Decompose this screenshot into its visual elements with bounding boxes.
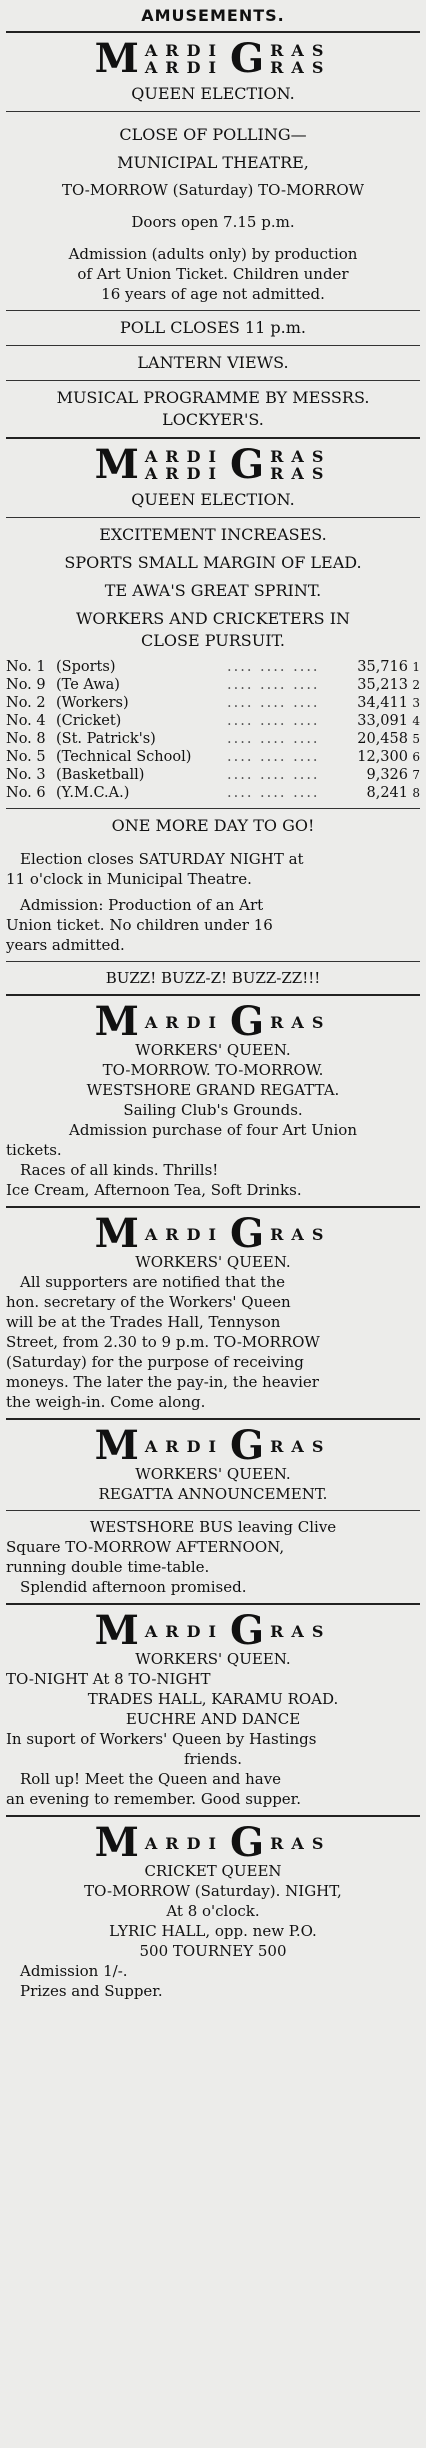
leader-dots: .... .... ....: [227, 713, 320, 729]
leader-dots: .... .... ....: [227, 659, 320, 675]
vote-table: [6, 658, 420, 802]
candidate-number: No. 3: [6, 767, 46, 783]
vote-row: [6, 676, 420, 694]
text-line: Splendid afternoon promised.: [20, 1578, 247, 1596]
headline: TO-MORROW. TO-MORROW.: [102, 1061, 324, 1079]
ad-subtitle: CRICKET QUEEN: [144, 1862, 282, 1880]
vote-row: [6, 730, 420, 748]
ad-workers-weigh-in: [6, 1210, 420, 1412]
vote-row: [6, 712, 420, 730]
headline: TE AWA'S GREAT SPRINT.: [104, 581, 322, 600]
text-line: Election closes SATURDAY NIGHT at: [20, 850, 304, 868]
candidate-name: (Te Awa): [56, 677, 120, 693]
vote-count: 8,241: [366, 785, 408, 801]
section-heading: AMUSEMENTS.: [141, 6, 285, 25]
leader-dots: .... .... ....: [227, 731, 320, 747]
headline: MUSICAL PROGRAMME BY MESSRS.: [56, 388, 370, 407]
candidate-number: No. 2: [6, 695, 46, 711]
vote-count: 33,091: [357, 713, 408, 729]
text-line: (Saturday) for the purpose of receiving: [6, 1353, 304, 1371]
mardi-gras-title: M ARDI G RAS: [94, 1210, 332, 1257]
ad-subtitle: WORKERS' QUEEN.: [135, 1253, 291, 1271]
text-line: 500 TOURNEY 500: [139, 1942, 287, 1960]
divider: [6, 994, 420, 996]
rank-number: 2: [412, 678, 420, 692]
text-line: Sailing Club's Grounds.: [123, 1101, 303, 1119]
ad-westshore-regatta: [6, 998, 420, 1200]
mardi-gras-title: M ARDI ARDI G RAS RAS: [94, 35, 332, 82]
leader-dots: .... .... ....: [227, 695, 320, 711]
ad-subtitle: QUEEN ELECTION.: [131, 490, 295, 509]
text-line: All supporters are notified that the: [20, 1273, 286, 1291]
text-line: Ice Cream, Afternoon Tea, Soft Drinks.: [6, 1181, 302, 1199]
vote-row: [6, 784, 420, 802]
headline: REGATTA ANNOUNCEMENT.: [98, 1485, 328, 1503]
ad-queen-election-close: [6, 35, 420, 431]
divider: [6, 1815, 420, 1817]
candidate-name: (Sports): [56, 659, 116, 675]
text-line: In suport of Workers' Queen by Hastings: [6, 1730, 317, 1748]
headline: TRADES HALL, KARAMU ROAD.: [87, 1690, 339, 1708]
mardi-gras-title: M ARDI ARDI G RAS RAS: [94, 441, 332, 488]
candidate-number: No. 9: [6, 677, 46, 693]
ad-subtitle: QUEEN ELECTION.: [131, 84, 295, 103]
headline: LANTERN VIEWS.: [137, 353, 289, 372]
candidate-name: (Basketball): [56, 767, 145, 783]
vote-count: 12,300: [357, 749, 408, 765]
headline: EUCHRE AND DANCE: [125, 1710, 301, 1728]
vote-count: 34,411: [357, 695, 408, 711]
text-line: running double time-table.: [6, 1558, 210, 1576]
candidate-number: No. 5: [6, 749, 46, 765]
candidate-number: No. 1: [6, 659, 46, 675]
headline: WORKERS AND CRICKETERS IN: [75, 609, 351, 628]
text-line: 11 o'clock in Municipal Theatre.: [6, 870, 252, 888]
candidate-number: No. 4: [6, 713, 46, 729]
mardi-gras-title: M ARDI G RAS: [94, 1607, 332, 1654]
rank-number: 1: [412, 660, 420, 674]
divider: [6, 1206, 420, 1208]
candidate-name: (St. Patrick's): [56, 731, 156, 747]
text-line: Races of all kinds. Thrills!: [20, 1161, 219, 1179]
text-line: will be at the Trades Hall, Tennyson: [6, 1313, 281, 1331]
text-line: Admission purchase of four Art Union: [68, 1121, 357, 1139]
text-line: hon. secretary of the Workers' Queen: [6, 1293, 291, 1311]
candidate-name: (Workers): [56, 695, 129, 711]
ad-cricket-tourney: [6, 1819, 420, 2001]
text-line: the weigh-in. Come along.: [6, 1393, 206, 1411]
headline: POLL CLOSES 11 p.m.: [120, 318, 306, 337]
candidate-name: (Y.M.C.A.): [56, 785, 130, 801]
text-line: friends.: [183, 1750, 243, 1768]
text-line: 16 years of age not admitted.: [101, 285, 325, 303]
candidate-number: No. 8: [6, 731, 46, 747]
mardi-gras-title: M ARDI G RAS: [94, 1819, 332, 1866]
headline: LYRIC HALL, opp. new P.O.: [109, 1922, 317, 1940]
headline: LOCKYER'S.: [162, 410, 264, 429]
text-line: At 8 o'clock.: [166, 1902, 260, 1920]
text-line: tickets.: [6, 1141, 62, 1159]
text-line: Union ticket. No children under 16: [6, 916, 273, 934]
headline: ONE MORE DAY TO GO!: [111, 816, 315, 835]
ad-euchre-dance: [6, 1607, 420, 1809]
headline: WESTSHORE GRAND REGATTA.: [86, 1081, 340, 1099]
text-line: Prizes and Supper.: [20, 1982, 163, 2000]
vote-count: 35,716: [357, 659, 408, 675]
headline: TO-NIGHT At 8 TO-NIGHT: [6, 1670, 211, 1688]
headline: CLOSE OF POLLING—: [119, 125, 307, 144]
text-line: Street, from 2.30 to 9 p.m. TO-MORROW: [6, 1333, 320, 1351]
text-line: of Art Union Ticket. Children under: [77, 265, 349, 283]
text-line: Admission: Production of an Art: [20, 896, 264, 914]
candidate-name: (Technical School): [56, 749, 192, 765]
candidate-number: No. 6: [6, 785, 46, 801]
text-line: moneys. The later the pay-in, the heavier: [6, 1373, 319, 1391]
vote-row: [6, 658, 420, 676]
rank-number: 8: [412, 786, 420, 800]
mardi-gras-title: M ARDI G RAS: [94, 1422, 332, 1469]
divider: [6, 1418, 420, 1420]
leader-dots: .... .... ....: [227, 677, 320, 693]
candidate-name: (Cricket): [56, 713, 122, 729]
ad-queen-election-results: [6, 441, 420, 988]
headline: TO-MORROW (Saturday). NIGHT,: [84, 1882, 342, 1900]
text-line: Roll up! Meet the Queen and have: [20, 1770, 282, 1788]
rank-number: 6: [412, 750, 420, 764]
divider: [6, 437, 420, 439]
ad-subtitle: WORKERS' QUEEN.: [135, 1650, 291, 1668]
text-line: WESTSHORE BUS leaving Clive: [89, 1518, 337, 1536]
rank-number: 5: [412, 732, 420, 746]
text-line: Admission 1/-.: [20, 1962, 128, 1980]
ad-subtitle: WORKERS' QUEEN.: [135, 1465, 291, 1483]
vote-row: [6, 694, 420, 712]
rank-number: 7: [412, 768, 420, 782]
mardi-gras-title: M ARDI G RAS: [94, 998, 332, 1045]
text-line: Admission (adults only) by production: [68, 245, 358, 263]
vote-row: [6, 766, 420, 784]
vote-count: 20,458: [357, 731, 408, 747]
headline: BUZZ! BUZZ-Z! BUZZ-ZZ!!!: [105, 969, 321, 987]
vote-row: [6, 748, 420, 766]
headline: SPORTS SMALL MARGIN OF LEAD.: [64, 553, 362, 572]
headline: CLOSE PURSUIT.: [141, 631, 285, 650]
text-line: years admitted.: [6, 936, 125, 954]
leader-dots: .... .... ....: [227, 785, 320, 801]
vote-count: 9,326: [366, 767, 408, 783]
rank-number: 3: [412, 696, 420, 710]
headline: EXCITEMENT INCREASES.: [99, 525, 327, 544]
divider: [6, 1603, 420, 1605]
leader-dots: .... .... ....: [227, 767, 320, 783]
headline: TO-MORROW (Saturday) TO-MORROW: [61, 181, 365, 199]
text-line: an evening to remember. Good supper.: [6, 1790, 301, 1808]
ad-subtitle: WORKERS' QUEEN.: [135, 1041, 291, 1059]
text-line: Square TO-MORROW AFTERNOON,: [6, 1538, 285, 1556]
ad-regatta-bus: [6, 1422, 420, 1597]
vote-count: 35,213: [357, 677, 408, 693]
leader-dots: .... .... ....: [227, 749, 320, 765]
headline: MUNICIPAL THEATRE,: [117, 153, 309, 172]
text-line: Doors open 7.15 p.m.: [131, 213, 295, 231]
rank-number: 4: [412, 714, 420, 728]
divider: [6, 31, 420, 33]
